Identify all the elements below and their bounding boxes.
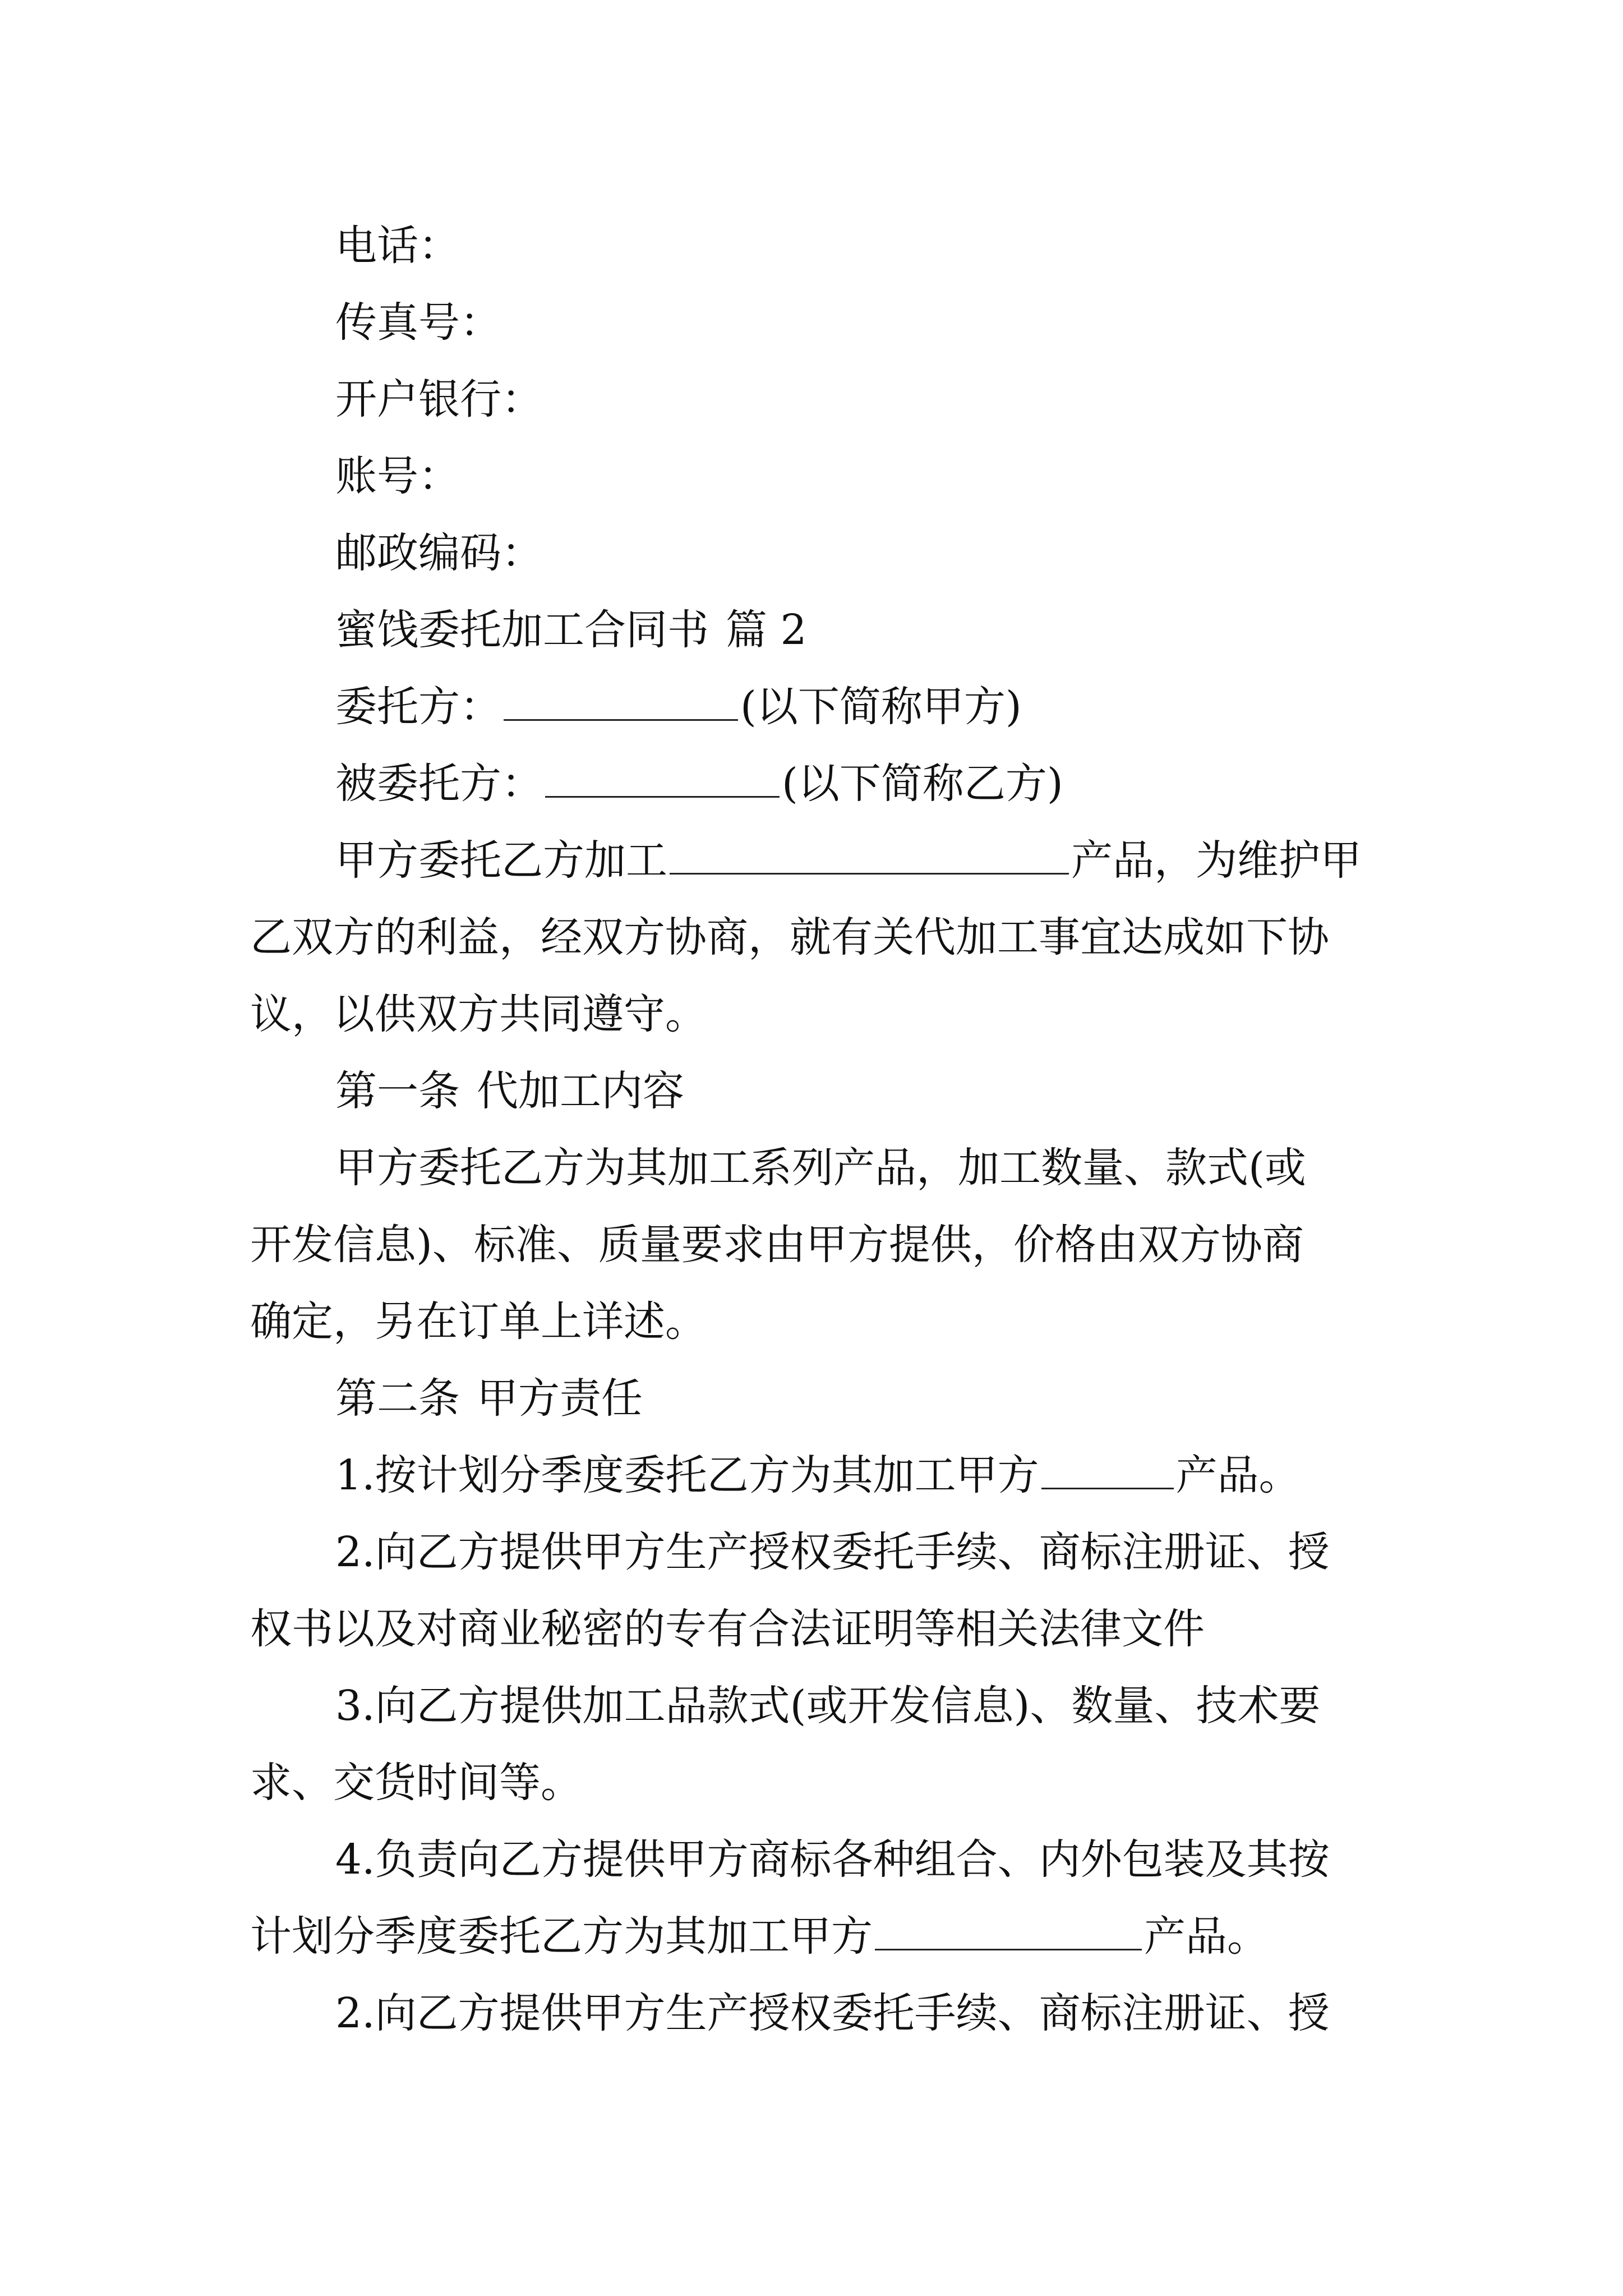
phone-label: 电话：: [335, 222, 460, 270]
article-2-label: 第二条: [335, 1374, 460, 1423]
fax-line: [250, 284, 1377, 361]
item-2-text-1: 2.向乙方提供甲方生产授权委托手续、商标注册证、授: [335, 1528, 1330, 1576]
item-2-line-1: [250, 1514, 1377, 1591]
article-1-line-1: [250, 1130, 1377, 1207]
postcode-line: [250, 515, 1377, 592]
product-name-blank: [670, 841, 1069, 875]
item-1-line: [250, 1437, 1377, 1514]
intro-text-3: 议，以供双方共同遵守。: [250, 990, 707, 1038]
item-3-line-2: [250, 1745, 1377, 1821]
account-label: 账号：: [335, 452, 460, 500]
article-1-line-3: [250, 1283, 1377, 1360]
bank-line: [250, 361, 1377, 438]
heading-title: 蜜饯委托加工合同书: [335, 606, 709, 654]
contractor-suffix: (以下简称乙方): [782, 760, 1063, 808]
article-1-title: 代加工内容: [477, 1067, 684, 1115]
article-1-label: 第一条: [335, 1067, 460, 1115]
intro-line-2: [250, 899, 1377, 976]
client-suffix: (以下简称甲方): [740, 683, 1022, 731]
item-4-line-1: [250, 1821, 1377, 1898]
client-name-blank: [504, 688, 738, 721]
account-line: [250, 438, 1377, 515]
intro-suffix: 产品，为维护甲: [1071, 836, 1362, 885]
contractor-line: [250, 746, 1377, 822]
contractor-label: 被委托方：: [335, 760, 543, 808]
article-1-line-2: [250, 1207, 1377, 1283]
item-1-product-blank: [1041, 1456, 1174, 1489]
article-1-heading: [250, 1053, 1377, 1130]
document-body: [250, 208, 1377, 2052]
fax-label: 传真号：: [335, 298, 501, 347]
item-4-suffix: 产品。: [1144, 1912, 1269, 1961]
article-1-text-2: 开发信息)、标准、质量要求由甲方提供，价格由双方协商: [250, 1221, 1304, 1269]
intro-prefix: 甲方委托乙方加工: [335, 836, 667, 885]
client-label: 委托方：: [335, 683, 501, 731]
item-2b-line-1: [250, 1975, 1377, 2052]
intro-line-3: [250, 976, 1377, 1053]
intro-line-1: [250, 822, 1377, 899]
phone-line: [250, 208, 1377, 284]
item-4-product-blank: [875, 1917, 1142, 1950]
item-3-text-1: 3.向乙方提供加工品款式(或开发信息)、数量、技术要: [335, 1682, 1321, 1730]
article-1-text-1: 甲方委托乙方为其加工系列产品，加工数量、款式(或: [335, 1144, 1306, 1192]
heading-part: 篇 2: [726, 606, 807, 654]
postcode-label: 邮政编码：: [335, 529, 543, 577]
item-2-line-2: [250, 1591, 1377, 1668]
article-1-text-3: 确定，另在订单上详述。: [250, 1297, 707, 1346]
contractor-name-blank: [545, 765, 780, 798]
client-line: [250, 669, 1377, 746]
bank-label: 开户银行：: [335, 375, 543, 424]
item-3-text-2: 求、交货时间等。: [250, 1759, 582, 1807]
item-4-line-2: [250, 1898, 1377, 1975]
item-3-line-1: [250, 1668, 1377, 1745]
article-2-heading: [250, 1360, 1377, 1437]
item-4-prefix: 计划分季度委托乙方为其加工甲方: [250, 1912, 873, 1961]
article-2-title: 甲方责任: [477, 1374, 643, 1423]
contract-heading: [250, 592, 1377, 669]
item-2b-text-1: 2.向乙方提供甲方生产授权委托手续、商标注册证、授: [335, 1989, 1330, 2037]
item-4-text-1: 4.负责向乙方提供甲方商标各种组合、内外包装及其按: [335, 1835, 1330, 1884]
item-2-text-2: 权书以及对商业秘密的专有合法证明等相关法律文件: [250, 1605, 1205, 1653]
item-1-prefix: 1.按计划分季度委托乙方为其加工甲方: [335, 1451, 1039, 1499]
intro-text-2: 乙双方的利益，经双方协商，就有关代加工事宜达成如下协: [250, 913, 1329, 961]
item-1-suffix: 产品。: [1175, 1451, 1301, 1499]
